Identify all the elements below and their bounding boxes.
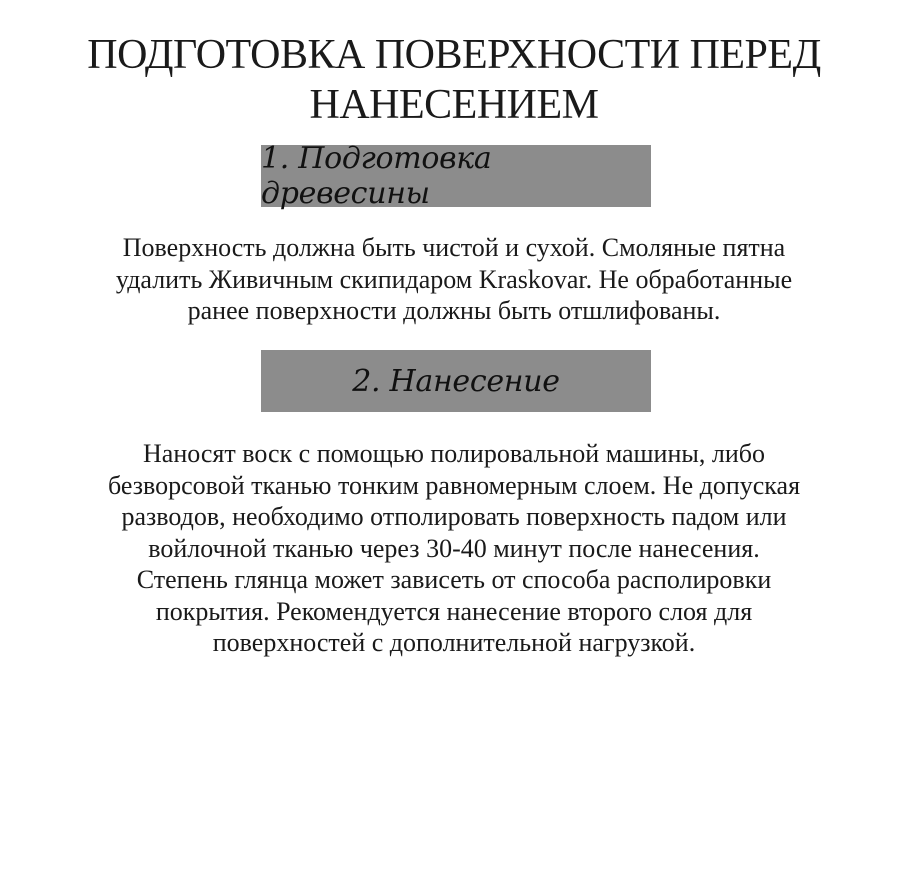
section-2-line-3: разводов, необходимо отполировать поверхность падом или (121, 502, 787, 531)
page-title (0, 30, 908, 130)
section-2-heading-bar (261, 350, 651, 412)
section-1-line-3: ранее поверхности должны быть отшлифованы. (187, 296, 721, 325)
section-2-line-7: поверхностей с дополнительной нагрузкой. (212, 628, 696, 657)
section-2-line-4: войлочной тканью через 30-40 минут после нанесения. (148, 533, 760, 563)
page-title-line-2: НАНЕСЕНИЕМ (309, 82, 599, 128)
section-2-line-5: Степень глянца может зависеть от способа располировки (136, 565, 772, 594)
section-2-heading: 2. Нанесение (352, 363, 560, 399)
section-2-line-2: безворсовой тканью тонким равномерным слоем. Не допуская (107, 470, 801, 500)
section-2-line-6: покрытия. Рекомендуется нанесение второго слоя для (155, 596, 753, 626)
section-1-paragraph (40, 232, 868, 327)
section-1-line-1: Поверхность должна быть чистой и сухой. Смоляные пятна (122, 233, 786, 262)
page-title-line-1: ПОДГОТОВКА ПОВЕРХНОСТИ ПЕРЕД (87, 32, 821, 78)
section-1-heading: 1. Подготовка древесины (261, 141, 492, 211)
section-1-heading-bar (261, 141, 651, 211)
section-2-paragraph (40, 438, 868, 659)
section-1-line-2: удалить Живичным скипидаром Kraskovar. Не обработанные (115, 264, 793, 294)
section-2-line-1: Наносят воск с помощью полировальной машины, либо (143, 439, 765, 468)
